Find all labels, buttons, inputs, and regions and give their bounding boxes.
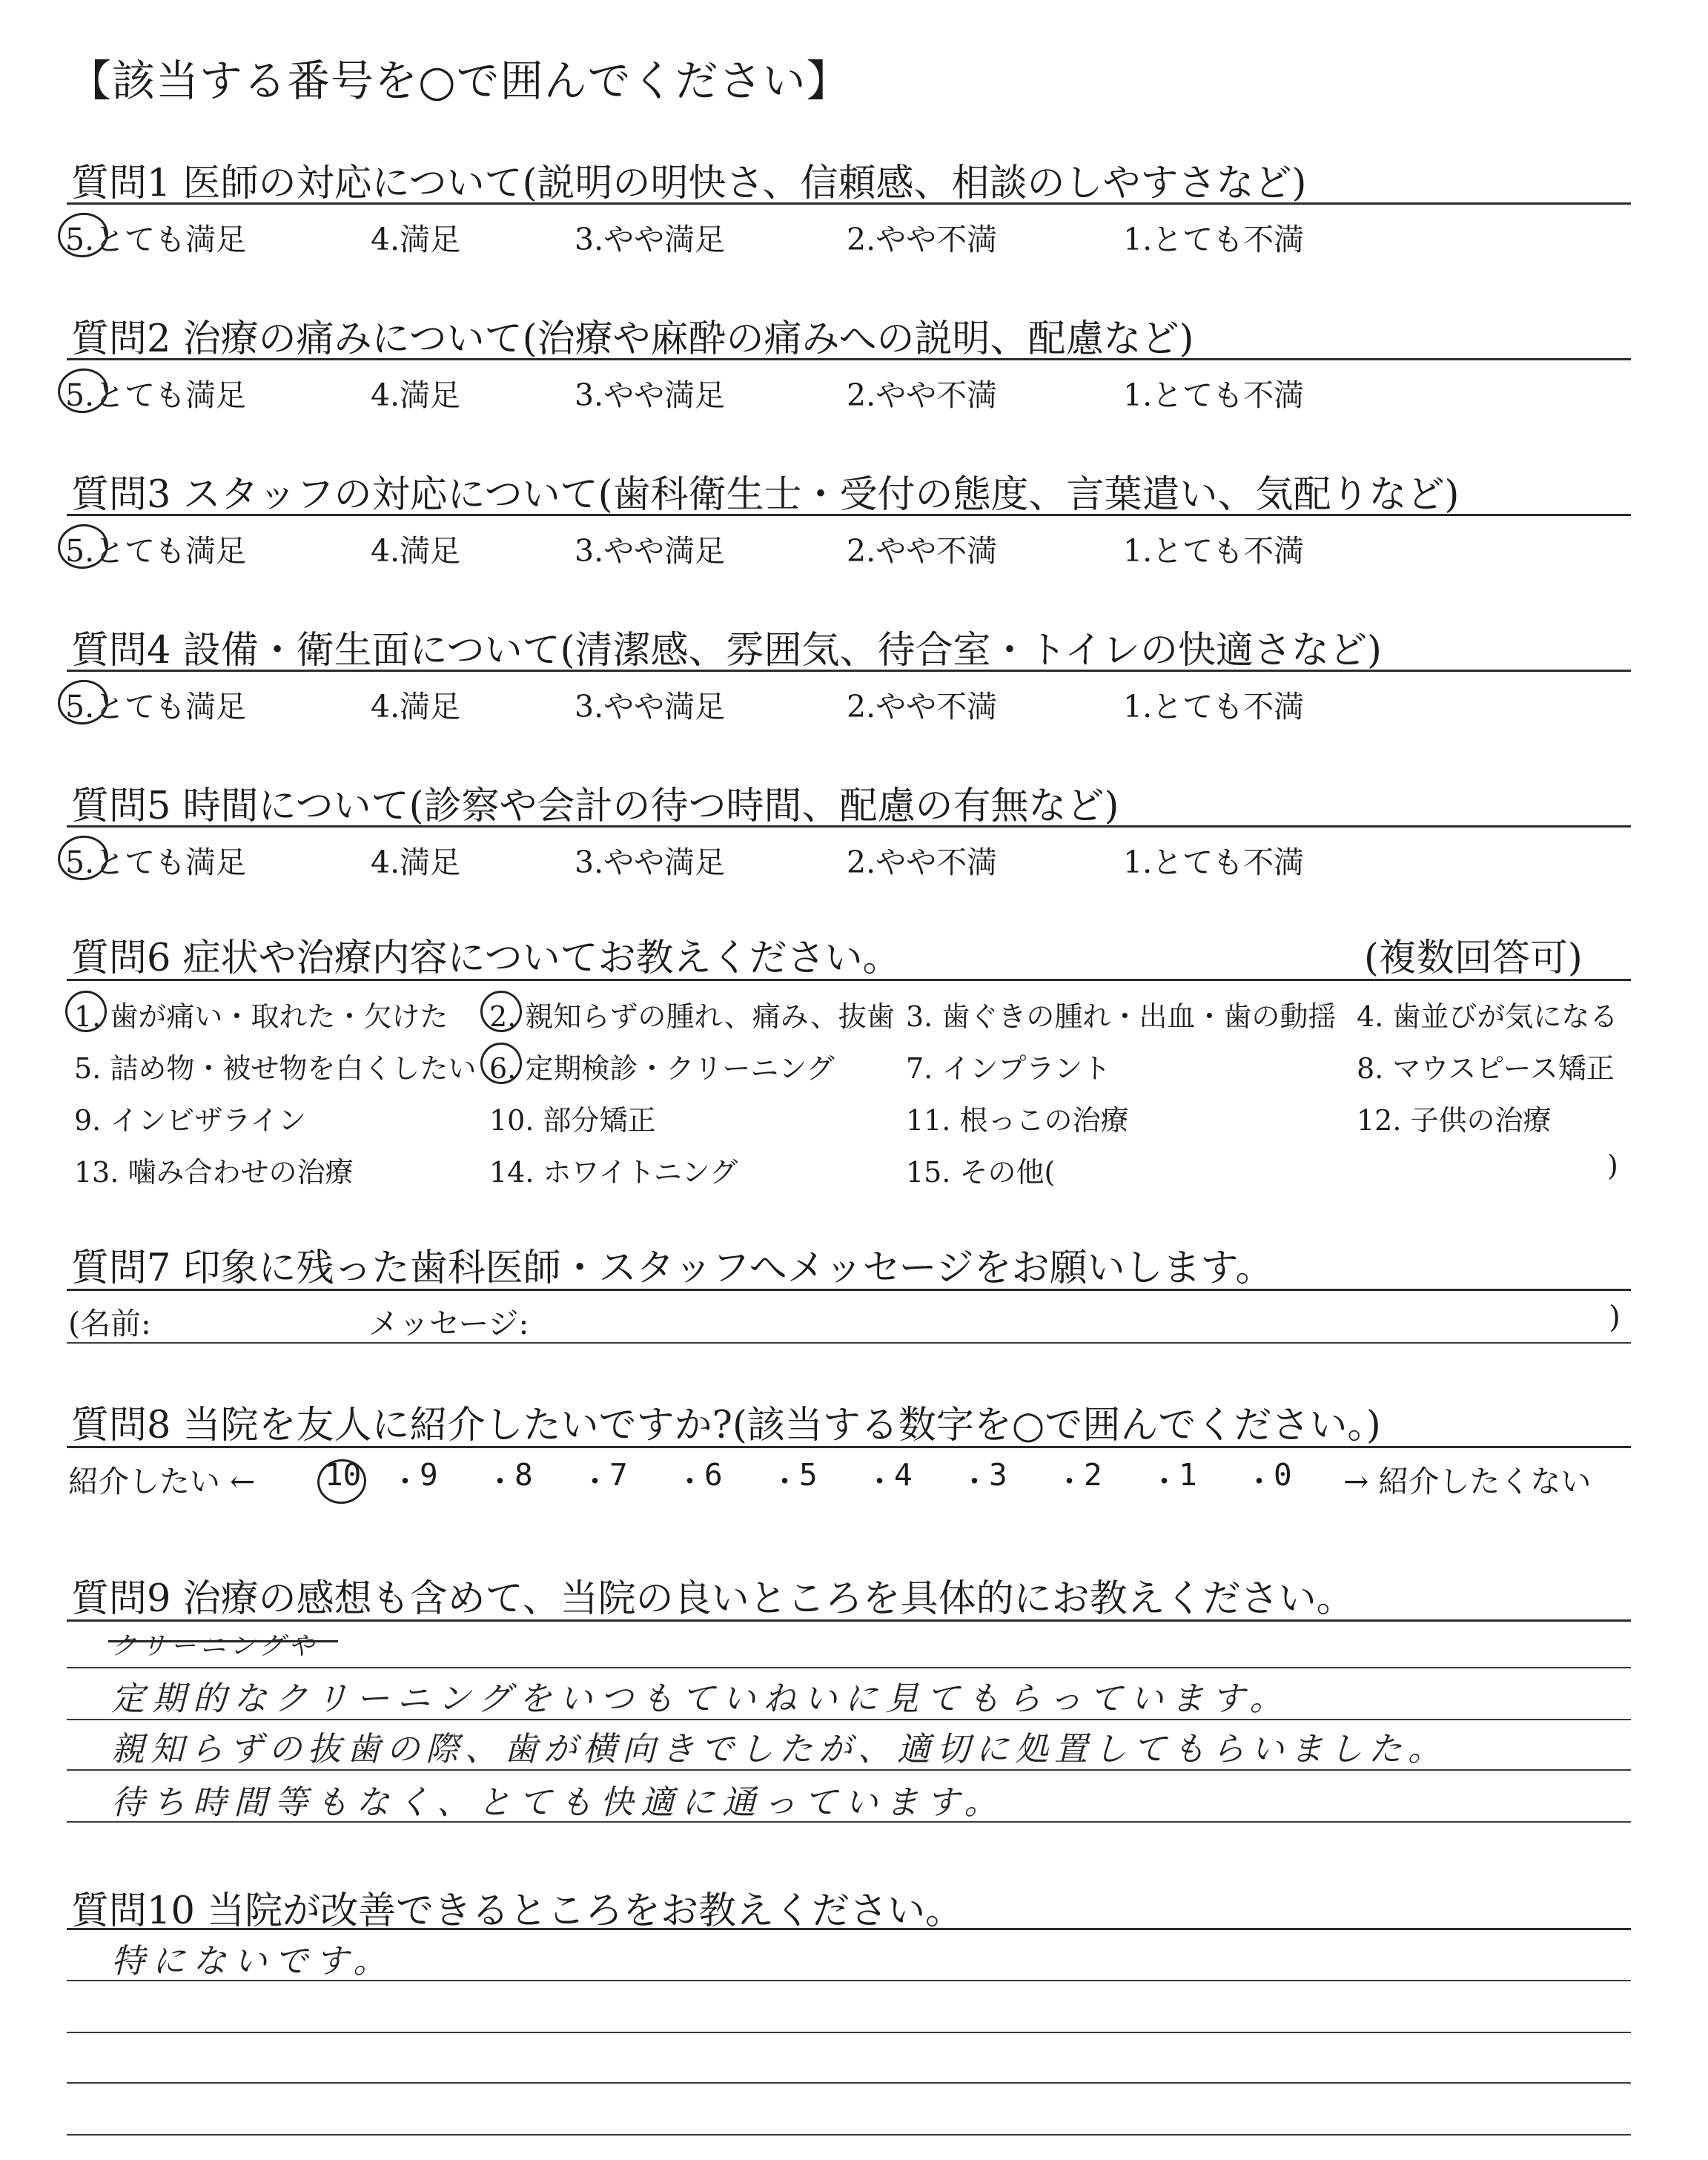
q7-name-label: (名前: [68, 1306, 151, 1341]
q1-option-4[interactable]: 4.満足 [371, 222, 461, 257]
q6-option-11[interactable]: 11. 根っこの治療 [906, 1104, 1129, 1137]
q8-title: 質問8 当院を友人に紹介したいですか?(該当する数字を○で囲んでください。) [71, 1404, 1381, 1447]
q6-option-4[interactable]: 4. 歯並びが気になる [1357, 1000, 1618, 1033]
q8-score-7[interactable]: 7 [609, 1457, 628, 1493]
q5-option-4[interactable]: 4.満足 [371, 845, 461, 880]
q10-line-3[interactable] [67, 2082, 1631, 2084]
q5-title: 質問5 時間について(診察や会計の待つ時間、配慮の有無など) [71, 785, 1119, 828]
q6-other-close-paren[interactable]: ) [1607, 1149, 1618, 1182]
q9-answer-line-2: 親知らずの抜歯の際、歯が横向きでしたが、適切に処置してもらいました。 [111, 1729, 1448, 1768]
q1-option-5[interactable]: 5.とても満足 [65, 222, 247, 257]
q4-title: 質問4 設備・衛生面について(清潔感、雰囲気、待合室・トイレの快適さなど) [71, 629, 1382, 673]
q6-title: 質問6 症状や治療内容についてお教えください。 [71, 937, 901, 980]
q4-rule [67, 670, 1631, 672]
q3-option-3[interactable]: 3.やや満足 [575, 533, 726, 569]
q9-struck-text: クリーニングや [111, 1631, 319, 1661]
q9-line-1[interactable] [67, 1667, 1631, 1668]
q10-line-2[interactable] [67, 2032, 1631, 2033]
q6-option-5[interactable]: 5. 詰め物・被せ物を白くしたい [74, 1052, 477, 1085]
q8-right-label: → 紹介したくない [1343, 1464, 1592, 1499]
q8-score-9[interactable]: 9 [420, 1457, 438, 1493]
q7-close-paren: ) [1609, 1299, 1621, 1335]
q8-separator-dot: ・ [864, 1464, 895, 1499]
q3-option-2[interactable]: 2.やや不満 [847, 533, 998, 569]
q7-title: 質問7 印象に残った歯科医師・スタッフへメッセージをお願いします。 [71, 1246, 1274, 1290]
q9-rule [67, 1619, 1631, 1622]
q9-answer-line-1: 定期的なクリーニングをいつもていねいに見てもらっています。 [111, 1679, 1291, 1718]
q1-option-3[interactable]: 3.やや満足 [575, 222, 726, 257]
q7-message-label: メッセージ: [368, 1306, 529, 1341]
q8-left-label: 紹介したい ← [68, 1464, 256, 1499]
q8-separator-dot: ・ [1149, 1464, 1179, 1499]
q4-option-2[interactable]: 2.やや不満 [847, 689, 998, 724]
q3-option-4[interactable]: 4.満足 [371, 533, 461, 569]
q6-option-12[interactable]: 12. 子供の治療 [1357, 1104, 1552, 1137]
q8-separator-dot: ・ [769, 1464, 800, 1499]
q8-rule [67, 1446, 1631, 1448]
q6-option-6[interactable]: 6. 定期検診・クリーニング [489, 1052, 835, 1085]
q3-option-1[interactable]: 1.とても不満 [1123, 533, 1305, 569]
q1-option-1[interactable]: 1.とても不満 [1123, 222, 1305, 257]
q8-separator-dot: ・ [1054, 1464, 1085, 1499]
q10-rule [67, 1928, 1631, 1930]
q6-option-2[interactable]: 2. 親知らずの腫れ、痛み、抜歯 [489, 1000, 895, 1033]
q8-separator-dot: ・ [675, 1464, 705, 1499]
q9-line-4[interactable] [67, 1821, 1631, 1823]
q7-rule [67, 1289, 1631, 1291]
q5-option-1[interactable]: 1.とても不満 [1123, 845, 1305, 880]
q8-separator-dot: ・ [390, 1464, 420, 1499]
q9-answer-line-3: 待ち時間等もなく、とても快適に通っています。 [111, 1783, 1005, 1822]
q8-score-0[interactable]: 0 [1274, 1457, 1292, 1493]
q4-option-3[interactable]: 3.やや満足 [575, 689, 726, 724]
q6-option-3[interactable]: 3. 歯ぐきの腫れ・出血・歯の動揺 [906, 1000, 1337, 1033]
q2-option-3[interactable]: 3.やや満足 [575, 377, 726, 413]
q3-rule [67, 514, 1631, 516]
q3-title: 質問3 スタッフの対応について(歯科衛生士・受付の態度、言葉遣い、気配りなど) [71, 473, 1460, 517]
q8-score-4[interactable]: 4 [894, 1457, 913, 1493]
q2-option-4[interactable]: 4.満足 [371, 377, 461, 413]
q6-option-1[interactable]: 1. 歯が痛い・取れた・欠けた [74, 1000, 448, 1033]
q5-option-5[interactable]: 5.とても満足 [65, 845, 247, 880]
q2-option-1[interactable]: 1.とても不満 [1123, 377, 1305, 413]
q1-rule [67, 202, 1631, 205]
q1-title: 質問1 医師の対応について(説明の明快さ、信頼感、相談のしやすさなど) [71, 162, 1307, 205]
q1-option-2[interactable]: 2.やや不満 [847, 222, 998, 257]
q8-separator-dot: ・ [1244, 1464, 1274, 1499]
q8-score-5[interactable]: 5 [799, 1457, 818, 1493]
q6-option-13[interactable]: 13. 噛み合わせの治療 [74, 1156, 354, 1189]
q6-rule [67, 979, 1631, 981]
q10-line-1[interactable] [67, 1980, 1631, 1981]
q4-option-4[interactable]: 4.満足 [371, 689, 461, 724]
q6-option-7[interactable]: 7. インプラント [906, 1052, 1111, 1085]
q9-strikethrough [108, 1640, 338, 1642]
form-heading: 【該当する番号を○で囲んでください】 [68, 56, 850, 106]
q6-option-8[interactable]: 8. マウスピース矯正 [1357, 1052, 1615, 1085]
q8-score-2[interactable]: 2 [1084, 1457, 1102, 1493]
q4-option-1[interactable]: 1.とても不満 [1123, 689, 1305, 724]
q6-note: (複数回答可) [1364, 937, 1583, 980]
q2-option-5[interactable]: 5.とても満足 [65, 377, 247, 413]
q2-rule [67, 358, 1631, 360]
q8-separator-dot: ・ [485, 1464, 515, 1499]
q9-title: 質問9 治療の感想も含めて、当院の良いところを具体的にお教えください。 [71, 1577, 1354, 1621]
q2-title: 質問2 治療の痛みについて(治療や麻酔の痛みへの説明、配慮など) [71, 317, 1194, 361]
q8-separator-dot: ・ [959, 1464, 990, 1499]
q6-option-10[interactable]: 10. 部分矯正 [489, 1104, 656, 1137]
q10-answer-line-1: 特にないです。 [111, 1941, 394, 1981]
q8-score-1[interactable]: 1 [1179, 1457, 1197, 1493]
q9-line-2[interactable] [67, 1719, 1631, 1720]
q6-option-15[interactable]: 15. その他( [906, 1156, 1056, 1189]
q4-option-5[interactable]: 5.とても満足 [65, 689, 247, 724]
q5-option-2[interactable]: 2.やや不満 [847, 845, 998, 880]
q8-score-6[interactable]: 6 [704, 1457, 723, 1493]
q7-write-line[interactable] [67, 1342, 1631, 1344]
q9-line-3[interactable] [67, 1769, 1631, 1771]
q3-option-5[interactable]: 5.とても満足 [65, 533, 247, 569]
q2-option-2[interactable]: 2.やや不満 [847, 377, 998, 413]
q8-score-3[interactable]: 3 [989, 1457, 1007, 1493]
q5-rule [67, 825, 1631, 828]
q8-score-8[interactable]: 8 [514, 1457, 533, 1493]
q8-separator-dot: ・ [580, 1464, 610, 1499]
q10-title: 質問10 当院が改善できるところをお教えください。 [71, 1889, 964, 1933]
q6-option-14[interactable]: 14. ホワイトニング [489, 1156, 738, 1189]
q5-option-3[interactable]: 3.やや満足 [575, 845, 726, 880]
q10-line-4[interactable] [67, 2134, 1631, 2136]
q6-option-9[interactable]: 9. インビザライン [74, 1104, 307, 1137]
q8-score-10[interactable]: 10 [325, 1457, 362, 1493]
